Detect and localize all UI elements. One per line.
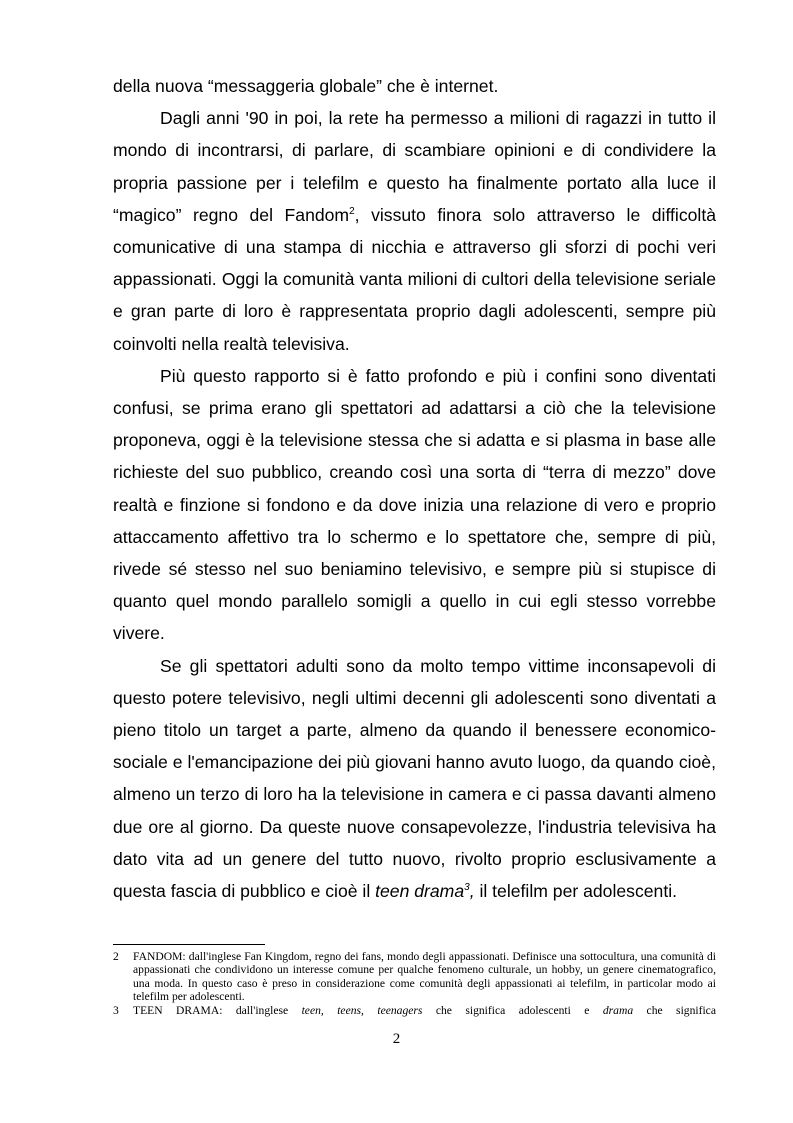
body-text (113, 70, 716, 907)
footnote-text-middle: che significa adolescenti e (422, 1003, 603, 1017)
teen-drama-comma: , (469, 881, 475, 902)
teen-drama-term (375, 881, 474, 901)
teen-drama-term-text: teen drama (375, 881, 465, 902)
footnotes (113, 950, 716, 1030)
footnote-term-teen: teen, teens, teenagers (301, 1003, 423, 1017)
paragraph-3: Più questo rapporto si è fatto profondo e più i confini sono diventati confusi, se prima erano gli spettatori ad adattarsi a ciò che la televisione proponeva, oggi è la televisione stessa che si adatta e si plasma in base alle richieste del suo pubblico, creando così una sorta di “terra di mezzo” dove realtà e finzione si fondono e da dove inizia una relazione di vero e proprio attaccamento affettivo tra lo schermo e lo spettatore che, sempre di più, rivede sé stesso nel suo beniamino televisivo, e sempre più si stupisce di quanto quel mondo parallelo somigli a quello in cui egli stesso vorrebbe vivere. (113, 365, 716, 644)
paragraph-4-text-b: il telefilm per adolescenti. (474, 881, 678, 902)
paragraph-4-text-a: Se gli spettatori adulti sono da molto tempo vittime inconsapevoli di questo potere televisivo, negli ultimi decenni gli adolescenti sono diventati a pieno titolo un target a parte, almeno da quando il benessere economico-sociale e l'emancipazione dei più giovani hanno avuto luogo, da quando cioè, almeno un terzo di loro ha la televisione in camera e ci passa davanti almeno due ore al giorno. Da queste nuove consapevolezze, l'industria televisiva ha dato vita ad un genere del tutto nuovo, rivolto proprio esclusivamente a questa fascia di pubblico e cioè il (113, 655, 716, 902)
footnote-2 (113, 950, 716, 1004)
footnote-text: FANDOM: dall'inglese Fan Kingdom, regno dei fans, mondo degli appassionati. Definisce una sottocultura, una comunità di appassionati che condividono un interesse comune per qualche fenomeno culturale, un hobby, un genere cinematografico, una moda. In questo caso è preso in considerazione come comunità degli appassionati ai telefilm, in particolar modo ai telefilm per adolescenti. (133, 950, 716, 1004)
paragraph-1: della nuova “messaggeria globale” che è internet. (113, 76, 499, 96)
footnote-number: 2 (113, 950, 119, 963)
footnote-term-drama: drama (602, 1003, 634, 1017)
page-number: 2 (392, 1031, 401, 1047)
paragraph-2 (113, 102, 716, 360)
paragraph-4 (113, 650, 716, 908)
footnote-ref-2[interactable]: 2 (349, 205, 355, 217)
footnote-separator (113, 944, 265, 945)
footnote-text-prefix: TEEN DRAMA: dall'inglese (133, 1003, 302, 1017)
paragraph-2-text-a: Dagli anni '90 in poi, la rete ha permesso a milioni di ragazzi in tutto il mondo di incontrarsi, di parlare, di scambiare opinioni e di condividere la propria passione per i telefilm e questo ha finalmente portato alla luce il “magico” regno del Fandom (113, 108, 716, 225)
footnote-ref-3[interactable]: 3 (464, 882, 470, 894)
footnote-text-suffix: che significa (633, 1003, 716, 1017)
paragraph-2-text-b: , vissuto finora solo attraverso le difficoltà comunicative di una stampa di nicchia e attraverso gli sforzi di pochi veri appassionati. Oggi la comunità vanta milioni di cultori della televisione seriale e gran parte di loro è rappresentata proprio dagli adolescenti, sempre più coinvolti nella realtà televisiva. (113, 204, 716, 354)
footnote-number: 3 (113, 1003, 119, 1017)
footnote-3 (113, 1004, 716, 1031)
